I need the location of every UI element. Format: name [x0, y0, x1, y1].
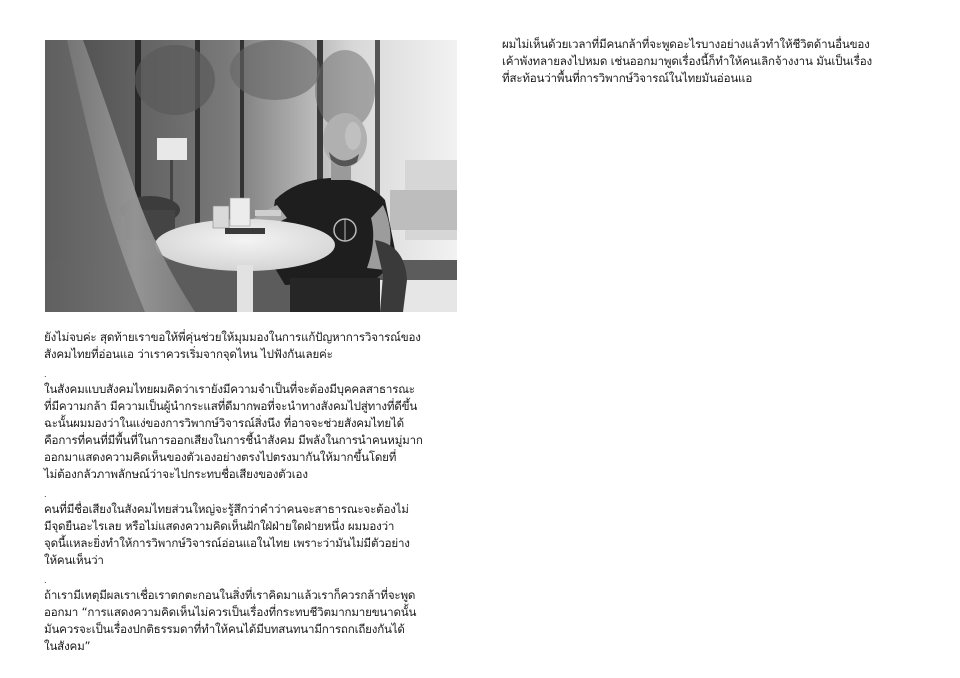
answer-paragraph-1: ในสังคมแบบสังคมไทยผมคิดว่าเรายังมีความจำเป็นที่จะต้องมีบุคคลสาธารณะ ที่มีความกล้า มีความเป็นผู้นำกระแสที่ดีมากพอที่จะนำทางสังคมไปสู่ทางที่ดีขึ้น ฉะนั้นผมมองว่าในแง่ของการวิพากษ์วิจารณ์สิ่งนึง ที่อาจจะช่วยสังคมไทยได้ คือการที่คนที่มีพื้นที่ในการออกเสียงในการชี้นำสังคม มีพลังในการนำคนหมู่มาก ออกมาแสดงความคิดเห็นของตัวเองอย่างตรงไปตรงมากันให้มากขึ้นโดยที่ ไม่ต้องกลัวภาพลักษณ์ว่าจะไปกระทบชื่อเสียงของตัวเอง	[44, 382, 423, 481]
answer-paragraph-2: คนที่มีชื่อเสียงในสังคมไทยส่วนใหญ่จะรู้สึกว่าคำว่าคนจะสาธารณะจะต้องไม่ มีจุดยืนอะไรเลย หรือไม่แสดงความคิดเห็นฝักใฝ่ฝ่ายใดฝ่ายหนึ่ง ผมมองว่า จุดนี้แหละยิ่งทำให้การวิพากษ์วิจารณ์อ่อนแอในไทย เพราะว่ามันไม่มีตัวอย่าง ให้คนเห็นว่า	[44, 502, 410, 567]
left-text-column	[44, 329, 462, 655]
answer-paragraph-3: ถ้าเรามีเหตุมีผลเราเชื่อเราตกตะกอนในสิ่งที่เราคิดมาแล้วเราก็ควรกล้าที่จะพูด ออกมา “การแสดงความคิดเห็นไม่ควรเป็นเรื่องที่กระทบชีวิตมากมายขนาดนั้น มันควรจะเป็นเรื่องปกติธรรมดาที่ทำให้คนได้มีบทสนทนามีการถกเถียงกันได้ ในสังคม”	[44, 588, 417, 653]
interview-photo-icon	[45, 40, 457, 312]
intro-paragraph: ยังไม่จบค่ะ สุดท้ายเราขอให้พี่คุ่นช่วยให้มุมมองในการแก้ปัญหาการวิจารณ์ของ สังคมไทยที่อ่อนแอ ว่าเราควรเริ่มจากจุดไหน ไปฟังกันเลยค่ะ	[44, 330, 421, 361]
right-text-column	[502, 36, 922, 87]
right-paragraph-1: ผมไม่เห็นด้วยเวลาที่มีคนกล้าที่จะพูดอะไรบางอย่างแล้วทำให้ชีวิตด้านอื่นของ เค้าพังทลายลงไปหมด เช่นออกมาพูดเรื่องนี้ก็ทำให้คนเลิกจ้างงาน มันเป็นเรื่อง ที่สะท้อนว่าพื้นที่การวิพากษ์วิจารณ์ในไทยมันอ่อนแอ	[502, 37, 873, 85]
interview-photo	[45, 40, 457, 312]
paragraph-separator: .	[44, 576, 47, 585]
paragraph-separator: .	[44, 370, 47, 379]
paragraph-separator: .	[44, 490, 47, 499]
